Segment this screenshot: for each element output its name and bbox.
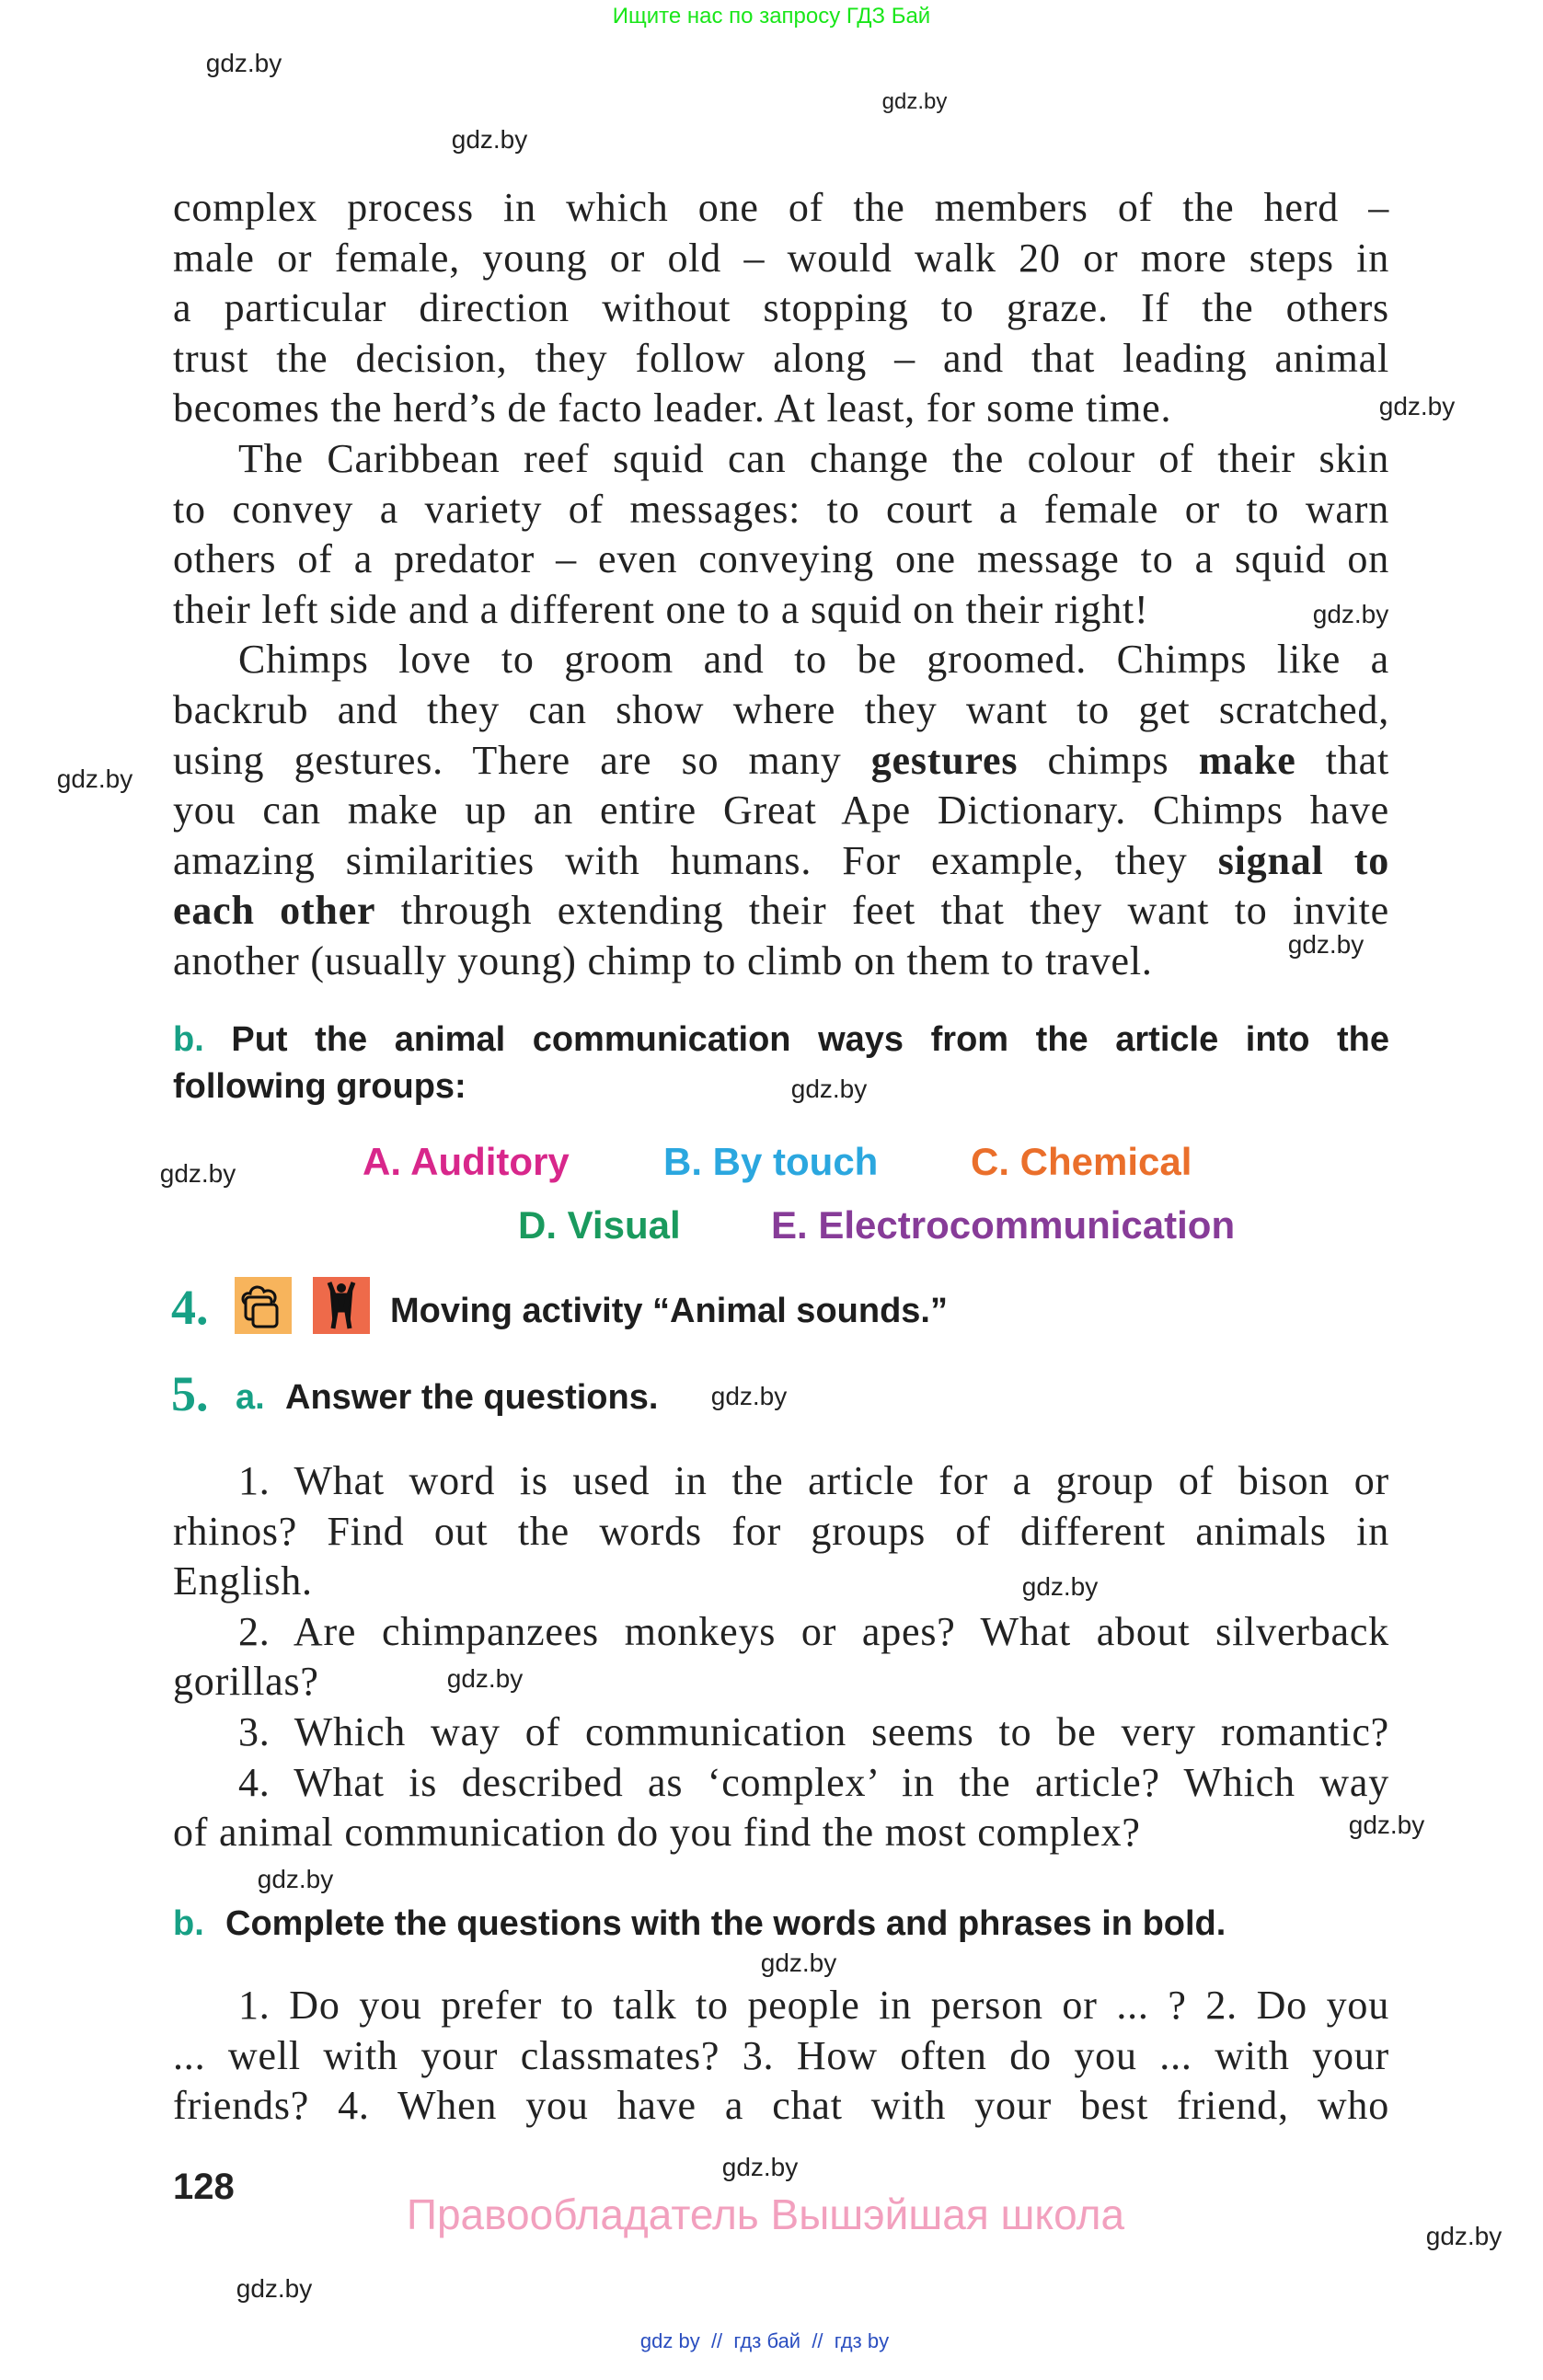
text: chimps	[1018, 737, 1199, 783]
watermark: gdz.by	[1021, 1572, 1099, 1601]
question-line: 3. Which way of communication seems to be very romantic?	[238, 1708, 1389, 1754]
watermark: gdz.by	[236, 2274, 313, 2303]
text-line: another (usually young) chimp to climb on them to travel.	[173, 937, 1153, 983]
moving-activity-icon	[313, 1277, 370, 1334]
question-line: gorillas?	[173, 1659, 319, 1705]
text-line: others of a predator – even conveying one message to a squid on	[173, 536, 1389, 582]
footer-links[interactable]: gdz by // гдз бай // гдз by	[639, 2329, 890, 2352]
task-5b-title: Complete the questions with the words and phrases in bold.	[225, 1904, 1226, 1943]
watermark: gdz.by	[56, 765, 133, 793]
task-3b-instruction	[173, 1020, 1389, 1060]
text-line	[173, 886, 1389, 937]
task-5b-text	[173, 1981, 1389, 2132]
page-number: 128	[173, 2167, 235, 2207]
text-line: a particular direction without stopping to graze. If the others	[173, 285, 1389, 331]
task-letter: b.	[173, 1020, 204, 1059]
header-banner: Ищите нас по запросу ГДЗ Бай	[612, 4, 931, 29]
text-line: ... well with your classmates? 3. How often do you ... with your	[173, 2032, 1389, 2078]
text-line: trust the decision, they follow along – and that leading animal	[173, 335, 1389, 381]
text-line: Chimps love to groom and to be groomed. Chimps like a	[238, 637, 1389, 683]
text-line: you can make up an entire Great Ape Dictionary. Chimps have	[173, 788, 1389, 834]
task-number: 4.	[171, 1280, 209, 1335]
group-auditory: A. Auditory	[363, 1140, 570, 1183]
group-visual: D. Visual	[518, 1203, 681, 1247]
watermark: gdz.by	[205, 49, 282, 77]
watermark: gdz.by	[1425, 2222, 1503, 2250]
watermark: gdz.by	[451, 125, 528, 154]
text-line: becomes the herd’s de facto leader. At least, for some time.	[173, 385, 1172, 431]
text: amazing similarities with humans. For example, they	[173, 837, 1218, 883]
group-chemical: C. Chemical	[971, 1140, 1192, 1183]
bold-phrase: make	[1198, 737, 1296, 783]
watermark: gdz.by	[721, 2153, 799, 2181]
watermark: gdz.by	[257, 1865, 334, 1893]
copyright-notice: Правообладатель Вышэйшая школа	[406, 2190, 1125, 2238]
watermark: gdz.by	[710, 1382, 788, 1410]
bold-phrase: gestures	[870, 737, 1019, 783]
text-line: 1. Do you prefer to talk to people in person or ... ? 2. Do you	[238, 1983, 1389, 2028]
bold-phrase: signal to	[1217, 837, 1389, 883]
text-line: complex process in which one of the members of the herd –	[173, 185, 1389, 230]
question-line: 4. What is described as ‘complex’ in the article? Which way	[238, 1759, 1389, 1805]
text-line	[173, 836, 1389, 887]
question-line: of animal communication do you find the most complex?	[173, 1810, 1141, 1856]
questions-list	[173, 1456, 1389, 1858]
text-line: to convey a variety of messages: to court a female or to warn	[173, 486, 1389, 532]
text: using gestures. There are so many	[173, 737, 871, 783]
question-line: rhinos? Find out the words for groups of different animals in	[173, 1508, 1389, 1554]
question-line: English.	[173, 1558, 313, 1604]
text-line: friends? 4. When you have a chat with your best friend, who	[173, 2083, 1389, 2129]
text-line	[173, 736, 1389, 787]
watermark: gdz.by	[1378, 392, 1456, 420]
watermark: gdz.by	[159, 1159, 236, 1188]
watermark: gdz.by	[1287, 930, 1365, 959]
task-4-title: Moving activity “Animal sounds.”	[390, 1292, 948, 1330]
text-line: their left side and a different one to a squid on their right!	[173, 586, 1149, 632]
watermark: gdz.by	[1348, 1811, 1425, 1839]
text-line: The Caribbean reef squid can change the colour of their skin	[238, 435, 1389, 481]
task-letter: b.	[173, 1904, 204, 1943]
group-electrocommunication: E. Electrocommunication	[771, 1203, 1236, 1247]
watermark: gdz.by	[1312, 600, 1389, 628]
watermark: gdz.by	[881, 89, 948, 114]
bold-phrase: each other	[173, 888, 376, 934]
task-5a-title: Answer the questions.	[285, 1378, 659, 1417]
text: that	[1295, 737, 1389, 783]
text-line: male or female, young or old – would walk 20 or more steps in	[173, 235, 1389, 281]
instruction-text: following groups:	[173, 1067, 466, 1106]
question-line: 1. What word is used in the article for a group of bison or	[238, 1458, 1389, 1503]
task-letter: a.	[236, 1378, 265, 1417]
text: through extending their feet that they want to invite	[375, 888, 1389, 934]
watermark: gdz.by	[446, 1664, 524, 1693]
group-by-touch: B. By touch	[663, 1140, 879, 1183]
watermark: gdz.by	[790, 1075, 868, 1103]
question-line: 2. Are chimpanzees monkeys or apes? What about silverback	[238, 1608, 1389, 1654]
instruction-text: Put the animal communication ways from the article into the	[231, 1020, 1390, 1059]
task-number: 5.	[171, 1366, 209, 1421]
group-work-icon	[235, 1277, 292, 1334]
text-line: backrub and they can show where they want to get scratched,	[173, 686, 1389, 732]
article-text	[173, 183, 1389, 987]
watermark: gdz.by	[760, 1949, 837, 1977]
